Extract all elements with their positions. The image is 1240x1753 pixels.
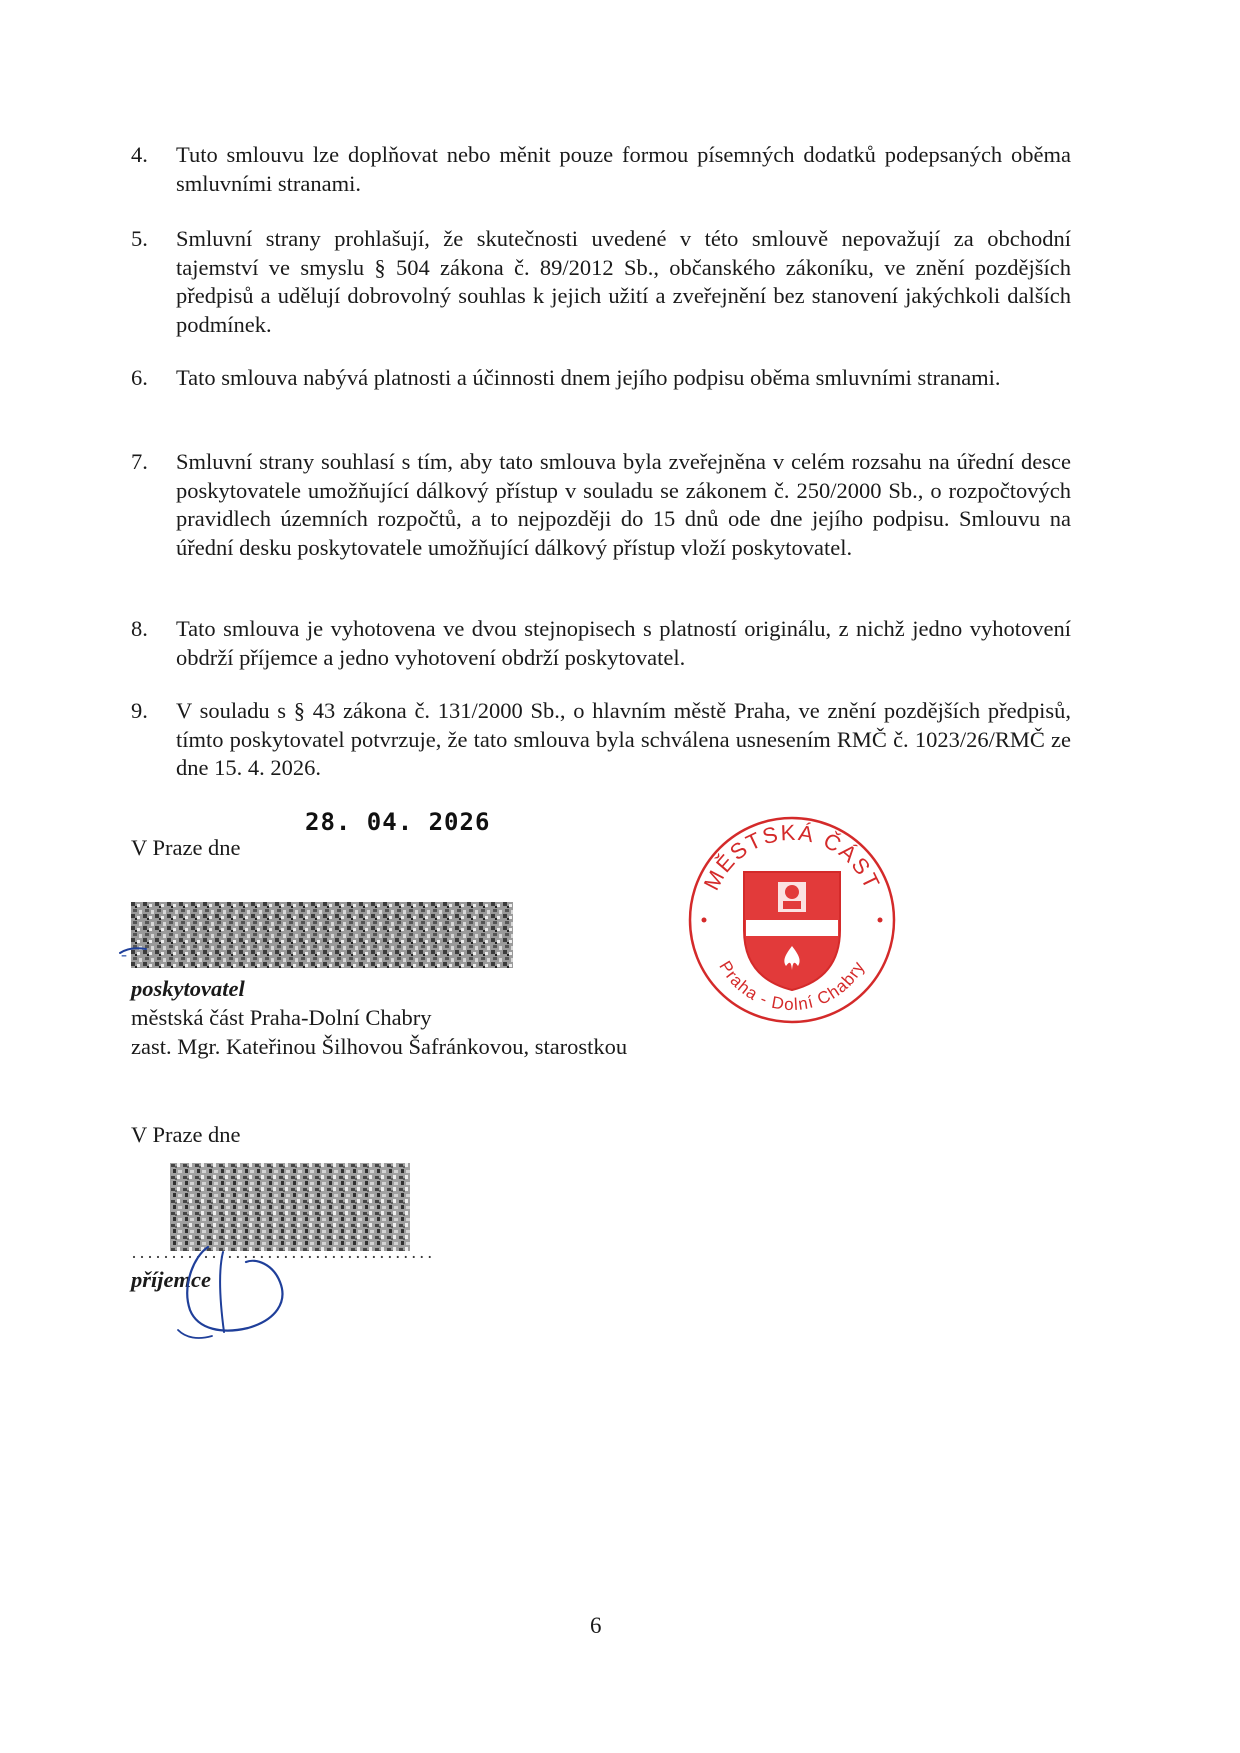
provider-signature-scribble bbox=[116, 935, 156, 965]
recipient-signature-line: ······································ bbox=[131, 1247, 435, 1267]
provider-role: poskytovatel bbox=[131, 976, 245, 1001]
clause-number: 9. bbox=[131, 698, 148, 723]
clause-9 bbox=[131, 697, 1071, 783]
recipient-role: příjemce bbox=[131, 1267, 211, 1292]
stamp-top-text: MĚSTSKÁ ČÁST bbox=[698, 819, 886, 895]
clause-text: V souladu s § 43 zákona č. 131/2000 Sb., o hlavním městě Praha, ve znění pozdějších předpisů, tímto poskytovatel potvrzuje, že tato smlouva byla schválena usnesením RMČ č. 1023/26/RMČ ze dne 15. 4. 2026. bbox=[176, 698, 1071, 780]
stamp-bottom-text: Praha - Dolní Chabry bbox=[715, 957, 869, 1015]
provider-signature-line: - bbox=[121, 944, 129, 964]
recipient-signature-scribble bbox=[168, 1232, 318, 1342]
clause-5 bbox=[131, 225, 1071, 339]
page-number: 6 bbox=[590, 1613, 602, 1638]
clause-text: Tato smlouva nabývá platnosti a účinnosti dnem jejího podpisu oběma smluvními stranami. bbox=[176, 365, 1001, 390]
clause-text: Tato smlouva je vyhotovena ve dvou stejnopisech s platností originálu, z nichž jedno vyhotovení obdrží příjemce a jedno vyhotovení obdrží poskytovatel. bbox=[176, 616, 1071, 670]
clause-8 bbox=[131, 615, 1071, 672]
clause-number: 4. bbox=[131, 142, 148, 167]
clause-6 bbox=[131, 364, 1071, 393]
coat-of-arms-icon bbox=[744, 872, 840, 990]
clause-number: 5. bbox=[131, 226, 148, 251]
provider-place-date-label: V Praze dne bbox=[131, 835, 241, 860]
official-stamp bbox=[682, 810, 902, 1030]
clause-number: 8. bbox=[131, 616, 148, 641]
provider-representative: zast. Mgr. Kateřinou Šilhovou Šafránkovou, starostkou bbox=[131, 1034, 628, 1059]
clause-number: 7. bbox=[131, 449, 148, 474]
clause-number: 6. bbox=[131, 365, 148, 390]
clause-text: Smluvní strany prohlašují, že skutečnosti uvedené v této smlouvě nepovažují za obchodní tajemství ve smyslu § 504 zákona č. 89/2012 Sb., občanského zákoníku, ve znění pozdějších předpisů a udělují dobrovolný souhlas k jejich užití a zveřejnění bez stanovení jakýchkoli dalších podmínek. bbox=[176, 226, 1071, 337]
provider-signature-redaction bbox=[131, 902, 513, 968]
provider-date-stamp: 28. 04. 2026 bbox=[305, 808, 491, 836]
provider-name: městská část Praha-Dolní Chabry bbox=[131, 1005, 432, 1030]
recipient-place-date-label: V Praze dne bbox=[131, 1122, 241, 1147]
clause-7 bbox=[131, 448, 1071, 562]
clause-text: Smluvní strany souhlasí s tím, aby tato smlouva byla zveřejněna v celém rozsahu na úřední desce poskytovatele umožňující dálkový přístup v souladu se zákonem č. 250/2000 Sb., o rozpočtových pravidlech územních rozpočtů, a to nejpozději do 15 dnů ode dne jejího podpisu. Smlouvu na úřední desku poskytovatele umožňující dálkový přístup vloží poskytovatel. bbox=[176, 449, 1071, 560]
clause-text: Tuto smlouvu lze doplňovat nebo měnit pouze formou písemných dodatků podepsaných oběma smluvními stranami. bbox=[176, 142, 1071, 196]
clause-4 bbox=[131, 141, 1071, 198]
